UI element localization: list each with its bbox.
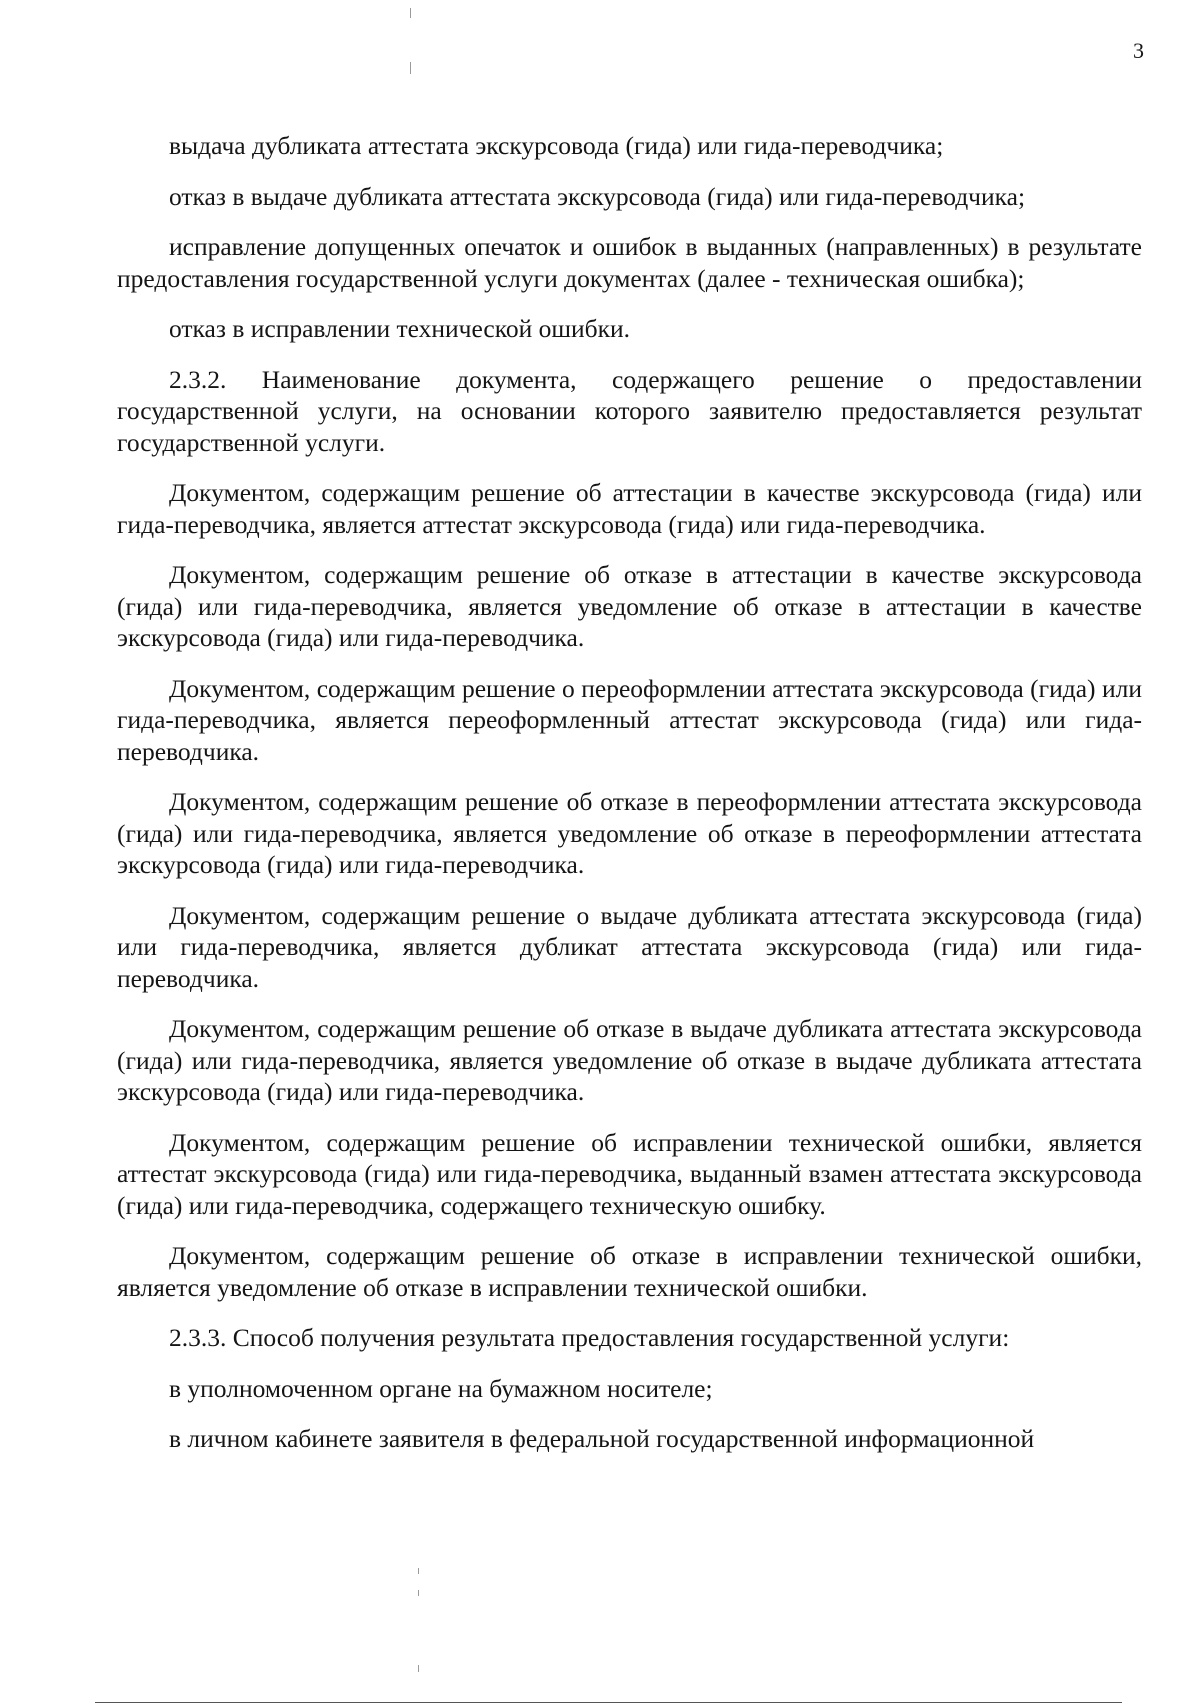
paragraph: Документом, содержащим решение об отказе в выдаче дубликата аттестата экскурсовода (гида) или гида-переводчика, является уведомление об отказе в выдаче дубликата аттестата экскурсовода (гида) или гида-переводчика. [117, 1014, 1142, 1106]
paragraph: Документом, содержащим решение об отказе в аттестации в качестве экскурсовода (гида) или гида-переводчика, является уведомление об отказе в аттестации в качестве экскурсовода (гида) или гида-переводчика. [117, 560, 1142, 652]
paragraph: Документом, содержащим решение об исправлении технической ошибки, является аттестат экскурсовода (гида) или гида-переводчика, выданный взамен аттестата экскурсовода (гида) или гида-переводчика, содержащего техническую ошибку. [117, 1127, 1142, 1220]
scan-artifact [418, 1665, 419, 1672]
paragraph: 2.3.3. Способ получения результата предоставления государственной услуги: [169, 1323, 1010, 1352]
scan-artifact [418, 1568, 419, 1574]
paragraph: Документом, содержащим решение об аттестации в качестве экскурсовода (гида) или гида-переводчика, является аттестат экскурсовода (гида) или гида-переводчика. [117, 478, 1142, 539]
scan-artifact [410, 62, 411, 74]
scan-artifact [410, 8, 411, 18]
paragraph: отказ в исправлении технической ошибки. [169, 314, 631, 343]
document-body [117, 130, 1142, 1474]
paragraph: выдача дубликата аттестата экскурсовода (гида) или гида-переводчика; [169, 131, 944, 160]
paragraph: в личном кабинете заявителя в федеральной государственной информационной [169, 1424, 1035, 1453]
paragraph: Документом, содержащим решение о переоформлении аттестата экскурсовода (гида) или гида-переводчика, является переоформленный аттестат экскурсовода (гида) или гида-переводчика. [117, 673, 1142, 766]
paragraph: отказ в выдаче дубликата аттестата экскурсовода (гида) или гида-переводчика; [169, 181, 1026, 211]
paragraph: в уполномоченном органе на бумажном носителе; [169, 1373, 713, 1403]
paragraph: Документом, содержащим решение об отказе в исправлении технической ошибки, является уведомление об отказе в исправлении технической ошибки. [117, 1241, 1142, 1302]
paragraph: Документом, содержащим решение об отказе в переоформлении аттестата экскурсовода (гида) или гида-переводчика, является уведомление об отказе в переоформлении аттестата экскурсовода (гида) или гида-переводчика. [117, 787, 1142, 879]
page-number: 3 [1133, 38, 1144, 63]
scan-edge-line [95, 1702, 1122, 1703]
paragraph: 2.3.2. Наименование документа, содержащего решение о предоставлении государственной услуги, на основании которого заявителю предоставляется результат государственной услуги. [117, 364, 1142, 457]
scan-artifact [418, 1590, 419, 1596]
paragraph: исправление допущенных опечаток и ошибок в выданных (направленных) в результате предоставления государственной услуги документах (далее - техническая ошибка); [117, 232, 1142, 293]
paragraph: Документом, содержащим решение о выдаче дубликата аттестата экскурсовода (гида) или гида-переводчика, является дубликат аттестата экскурсовода (гида) или гида-переводчика. [117, 900, 1142, 993]
